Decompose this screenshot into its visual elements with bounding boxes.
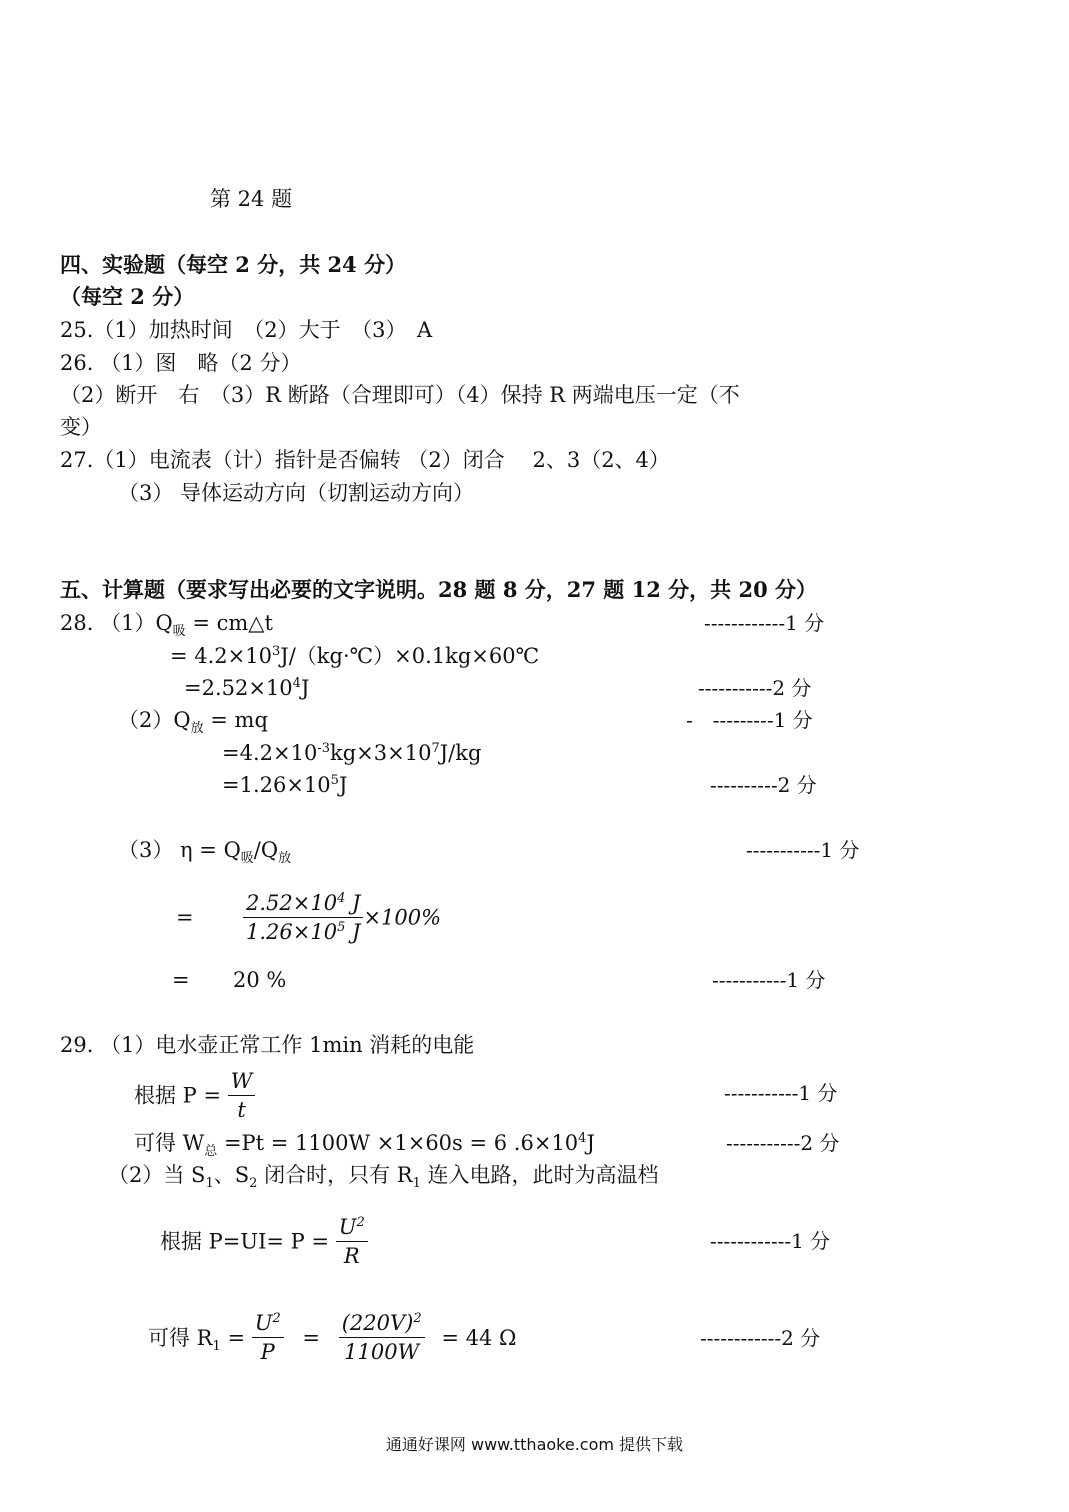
q29-resistance-row: [148, 1306, 516, 1368]
q28-p3-points: -----------1 分: [746, 838, 860, 862]
q28-p2-calc-c: J/kg: [439, 741, 482, 765]
q28-line6: [222, 772, 347, 798]
answer-26-part1: 26. （1）图 略（2 分）: [60, 351, 302, 375]
power-voltage-fraction: [336, 1213, 368, 1270]
fraction-denominator: P: [260, 1340, 275, 1364]
subscript-release: 放: [278, 851, 292, 867]
resistance-result: = 44 Ω: [441, 1325, 517, 1350]
q28-result-b: J: [300, 676, 310, 700]
q28-p2-calc-b: kg×3×10: [329, 741, 432, 765]
subscript-release: 放: [190, 721, 204, 737]
q28-line1: [60, 610, 273, 640]
exponent: 7: [431, 741, 440, 756]
power-fraction: [228, 1067, 256, 1124]
fraction-denominator: 1100W: [344, 1340, 420, 1364]
subscript-absorb: 吸: [172, 624, 186, 640]
answer-27-part1: 27.（1）电流表（计）指针是否偏转 （2）闭合 2、3（2、4）: [60, 448, 670, 472]
exponent: 5: [330, 773, 339, 788]
q29-basis2-label: 根据 P=UI= P =: [160, 1229, 330, 1254]
fraction-numerator: W: [228, 1067, 256, 1096]
fraction-denominator: $1.26\times 10^5$ J: [245, 920, 361, 944]
q29-energy-row: [134, 1130, 595, 1160]
fraction-numerator: $(220V)^2$: [339, 1309, 425, 1338]
fraction-numerator: $U^2$: [252, 1309, 284, 1338]
q29-basis2-points: ------------1 分: [710, 1229, 831, 1253]
exponent: 3: [272, 644, 281, 659]
q28-result-row: [172, 967, 286, 993]
answer-26-part3: 变）: [60, 415, 102, 439]
q28-line4: [118, 707, 268, 737]
q28-calc-a: = 4.2×10: [170, 644, 272, 668]
q29-energy-points: -----------2 分: [726, 1131, 840, 1155]
q28-line5: [222, 740, 481, 766]
answer-27-part2: （3） 导体运动方向（切割运动方向）: [118, 481, 475, 505]
q28-p2-label: （2）Q: [118, 708, 191, 732]
q28-line7: [118, 837, 292, 867]
equals-sign: =: [172, 968, 190, 992]
exponent: 4: [578, 1131, 587, 1146]
subscript-absorb: 吸: [240, 851, 254, 867]
q28-line6-points: ----------2 分: [710, 773, 817, 797]
q29-basis2-row: [160, 1210, 368, 1272]
answer-26-part2: （2）断开 右 （3）R 断路（合理即可）（4）保持 R 两端电压一定（不: [60, 383, 740, 407]
q29-resistance-points: ------------2 分: [700, 1326, 821, 1350]
subscript-total: 总: [204, 1144, 218, 1160]
fraction-numerator: $U^2$: [336, 1213, 368, 1242]
q28-efficiency-fraction-row: [176, 886, 441, 948]
q28-p1-formula: = cm△t: [185, 611, 273, 635]
q28-p2-result-a: =1.26×10: [222, 773, 331, 797]
q29-basis-label: 根据 P =: [134, 1083, 222, 1108]
q28-p1-points: ------------1 分: [704, 611, 825, 635]
q29-get-label: 可得 W: [134, 1131, 205, 1155]
equals-sign: =: [176, 905, 194, 930]
question-24-label: 第 24 题: [210, 187, 293, 211]
section-4-title: 四、实验题（每空 2 分，共 24 分）: [60, 252, 407, 277]
q29-get2-label: 可得 $R_1$ =: [148, 1325, 246, 1354]
q28-p2-calc-a: =4.2×10: [222, 741, 318, 765]
q29-energy-unit: J: [586, 1131, 595, 1155]
q28-number: 28.: [60, 611, 101, 635]
q28-p3-slash: /Q: [253, 838, 279, 862]
q28-p2-result-b: J: [338, 773, 348, 797]
q28-p2-points: - ---------1 分: [686, 708, 813, 732]
fraction-denominator: R: [343, 1244, 360, 1268]
q29-part2-row: （2）当 $S_1$、$S_2$ 闭合时，只有 $R_1$ 连入电路，此时为高温档: [108, 1163, 659, 1192]
fraction-denominator: t: [237, 1098, 246, 1122]
exponent: 4: [292, 676, 301, 691]
answer-25: 25.（1）加热时间 （2）大于 （3） A: [60, 318, 433, 342]
q28-p1-label: （1）Q: [100, 611, 173, 635]
fraction-numerator: $2.52\times 10^4$ J: [243, 889, 363, 918]
section-5-title: 五、计算题（要求写出必要的文字说明。28 题 8 分，27 题 12 分，共 20 分）: [60, 577, 817, 602]
q29-basis-points: -----------1 分: [724, 1081, 838, 1105]
q28-result-points: -----------1 分: [712, 968, 826, 992]
exponent: -3: [317, 741, 330, 756]
resistance-fraction: [252, 1309, 284, 1366]
section-4-subtitle: （每空 2 分）: [60, 284, 195, 309]
q29-line1: 29. （1）电水壶正常工作 1min 消耗的电能: [60, 1033, 475, 1057]
q28-result-a: =2.52×10: [184, 676, 293, 700]
q28-line2: [170, 643, 539, 669]
footer-source: 通通好课网 www.tthaoke.com 提供下载: [385, 1435, 684, 1454]
efficiency-fraction: [243, 889, 363, 946]
q29-basis-row: [134, 1064, 255, 1126]
q29-energy-formula: =Pt = 1100W ×1×60s = 6 .6×10: [217, 1131, 579, 1155]
q28-line3-points: -----------2 分: [698, 676, 812, 700]
q28-p3-label: （3） η = Q: [118, 838, 241, 862]
times-100-percent: ×100%: [363, 905, 442, 930]
resistance-value-fraction: [339, 1309, 425, 1366]
equals-sign: =: [302, 1325, 321, 1350]
q28-line3: [184, 675, 309, 701]
efficiency-result: 20 %: [232, 968, 287, 992]
q28-p2-formula: = mq: [203, 708, 268, 732]
q28-calc-b: J/（kg·℃）×0.1kg×60℃: [280, 644, 540, 668]
